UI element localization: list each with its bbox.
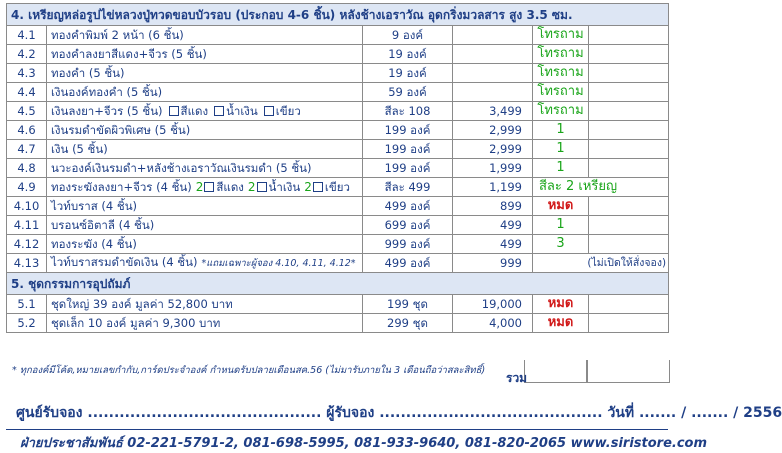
item-name: เงินรมดำขัดผิวพิเศษ (5 ชิ้น) [51,123,191,137]
item-name: นวะองค์เงินรมดำ+หลังช้างเอราวัณเงินรมดำ (5 ชิ้น) [51,161,312,175]
table-row [7,295,669,314]
item-quantity: 199 ชุด [363,295,453,314]
item-note: *แถมเฉพาะผู้จอง 4.10, 4.11, 4.12* [201,258,356,269]
item-number: 4.5 [7,102,47,121]
table-row [7,64,669,83]
item-status: โทรถาม [533,26,589,45]
order-qty-input[interactable] [589,216,669,235]
color-option-label: เขียว [275,104,301,118]
item-name-cell [47,64,363,83]
item-price: 899 [453,197,533,216]
order-qty-input[interactable] [589,121,669,140]
color-option-label: น้ำเงิน [226,104,258,118]
item-price [453,26,533,45]
item-name: เงินองค์ทองคำ (5 ชิ้น) [51,85,163,99]
contact-line: ฝ่ายประชาสัมพันธ์ 02-221-5791-2, 081-698-5995, 081-933-9640, 081-820-2065 www.siristore.com [20,436,708,451]
item-name-cell [47,178,363,197]
item-name-cell [47,254,363,273]
item-name-cell [47,235,363,254]
order-qty-input[interactable] [589,83,669,102]
item-number: 4.12 [7,235,47,254]
table-row [7,121,669,140]
item-name: ไวท์บราสรมดำขัดเงิน (4 ชิ้น) [51,255,198,269]
item-name-cell [47,314,363,333]
order-qty-input[interactable] [589,159,669,178]
table-row [7,178,669,197]
item-quantity: 299 ชุด [363,314,453,333]
item-price: 999 [453,254,533,273]
color-checkbox[interactable] [214,106,224,116]
table-row [7,159,669,178]
table-row [7,102,669,121]
item-quantity: สีละ 108 [363,102,453,121]
item-status: 1 [533,216,589,235]
color-checkbox[interactable] [264,106,274,116]
item-price: 4,000 [453,314,533,333]
section4-header [7,4,669,26]
item-name: เงิน (5 ชิ้น) [51,142,108,156]
item-name-cell [47,197,363,216]
table-row [7,26,669,45]
item-status: สีละ 2 เหรียญ [533,178,669,197]
item-number: 4.9 [7,178,47,197]
color-checkbox[interactable] [257,182,267,192]
section4-title: 4. เหรียญหล่อรูปไข่หลวงปู่ทวดขอบบัวรอบ (ประกอบ 4-6 ชิ้น) หลังช้างเอราวัณ อุดกริ่งมวลสาร สูง 3.5 ซม. [7,4,669,26]
item-status: โทรถาม [533,64,589,83]
item-quantity: 9 องค์ [363,26,453,45]
item-name: ทองคำ (5 ชิ้น) [51,66,125,80]
order-qty-input[interactable] [589,295,669,314]
item-quantity: 199 องค์ [363,121,453,140]
color-checkbox[interactable] [204,182,214,192]
color-option-label: เขียว [324,180,350,194]
item-price: 2,999 [453,121,533,140]
order-qty-input[interactable] [589,64,669,83]
order-qty-input[interactable] [589,235,669,254]
order-qty-input[interactable] [589,314,669,333]
item-number: 4.7 [7,140,47,159]
item-quantity: 499 องค์ [363,254,453,273]
item-name: เงินลงยา+จีวร (5 ชิ้น) [51,104,163,118]
color-checkbox[interactable] [313,182,323,192]
item-status: หมด [533,314,589,333]
item-price: 19,000 [453,295,533,314]
item-price: 499 [453,216,533,235]
table-row [7,235,669,254]
item-number: 5.1 [7,295,47,314]
table-row [7,254,669,273]
signature-line: ศูนย์รับจอง ............................................ ผู้รับจอง .......................................... วันที่ ....... / ....... / 2556 [16,405,782,421]
item-name-cell [47,121,363,140]
item-quantity: 19 องค์ [363,64,453,83]
color-quantity: 2 [247,180,256,194]
item-status: 1 [533,121,589,140]
item-quantity: 999 องค์ [363,235,453,254]
item-name-cell [47,140,363,159]
item-status: 1 [533,140,589,159]
item-status: โทรถาม [533,83,589,102]
table-row [7,216,669,235]
order-table [6,3,669,333]
item-name-cell [47,159,363,178]
contact-bar [6,429,708,451]
item-number: 4.6 [7,121,47,140]
item-number: 4.1 [7,26,47,45]
item-status: 1 [533,159,589,178]
item-number: 4.3 [7,64,47,83]
item-name-cell [47,295,363,314]
item-quantity: 499 องค์ [363,197,453,216]
color-option-label: สีแดง [216,180,244,194]
item-name-cell [47,102,363,121]
item-name: ทองระฆังลงยา+จีวร (4 ชิ้น) [51,180,192,194]
total-box-extra [586,360,670,383]
order-qty-input[interactable] [589,26,669,45]
item-name-cell [47,45,363,64]
item-quantity: 199 องค์ [363,140,453,159]
item-price [453,64,533,83]
table-row [7,45,669,64]
table-row [7,197,669,216]
item-number: 4.11 [7,216,47,235]
color-quantity: 2 [304,180,312,194]
order-qty-input[interactable] [589,140,669,159]
section5-header [7,273,669,295]
item-status: 3 [533,235,589,254]
total-box[interactable] [524,360,588,383]
item-status-extra: (ไม่เปิดให้สั่งจอง) [533,254,669,273]
item-quantity: 199 องค์ [363,159,453,178]
item-status: หมด [533,197,589,216]
item-quantity: สีละ 499 [363,178,453,197]
item-number: 4.10 [7,197,47,216]
footnote: * ทุกองค์มีโค้ด,หมายเลขกำกับ,การ์ดประจำองค์ กำหนดรับปลายเดือนสค.56 (ไม่มารับภายใน 3 เดือนถือว่าสละสิทธิ์) [12,365,486,376]
order-qty-input[interactable] [589,102,669,121]
item-quantity: 699 องค์ [363,216,453,235]
item-price: 499 [453,235,533,254]
item-name: บรอนซ์อิตาลี (4 ชิ้น) [51,218,155,232]
table-row [7,83,669,102]
table-row [7,140,669,159]
item-name: ไวท์บราส (4 ชิ้น) [51,199,138,213]
item-quantity: 59 องค์ [363,83,453,102]
item-name: ชุดเล็ก 10 องค์ มูลค่า 9,300 บาท [51,316,221,330]
item-number: 4.4 [7,83,47,102]
item-name-cell [47,216,363,235]
item-price: 2,999 [453,140,533,159]
total-label: รวม [506,371,528,385]
item-quantity: 19 องค์ [363,45,453,64]
item-price: 3,499 [453,102,533,121]
item-status: หมด [533,295,589,314]
item-status: โทรถาม [533,102,589,121]
order-qty-input[interactable] [589,45,669,64]
table-row [7,314,669,333]
color-option-label: สีแดง [180,104,209,118]
item-name: ชุดใหญ่ 39 องค์ มูลค่า 52,800 บาท [51,297,233,311]
color-checkbox[interactable] [169,106,179,116]
item-price: 1,199 [453,178,533,197]
item-name-cell [47,26,363,45]
item-number: 4.8 [7,159,47,178]
color-option-label: น้ำเงิน [268,180,301,194]
item-price [453,83,533,102]
item-number: 4.2 [7,45,47,64]
item-status: โทรถาม [533,45,589,64]
order-qty-input[interactable] [589,197,669,216]
item-name: ทองคำพิมพ์ 2 หน้า (6 ชิ้น) [51,28,184,42]
item-name: ทองระฆัง (4 ชิ้น) [51,237,137,251]
item-name: ทองคำลงยาสีแดง+จีวร (5 ชิ้น) [51,47,207,61]
section5-title: 5. ชุดกรรมการอุปถัมภ์ [7,273,669,295]
item-name-cell [47,83,363,102]
item-number: 4.13 [7,254,47,273]
item-number: 5.2 [7,314,47,333]
color-quantity: 2 [195,180,204,194]
item-price [453,45,533,64]
item-price: 1,999 [453,159,533,178]
